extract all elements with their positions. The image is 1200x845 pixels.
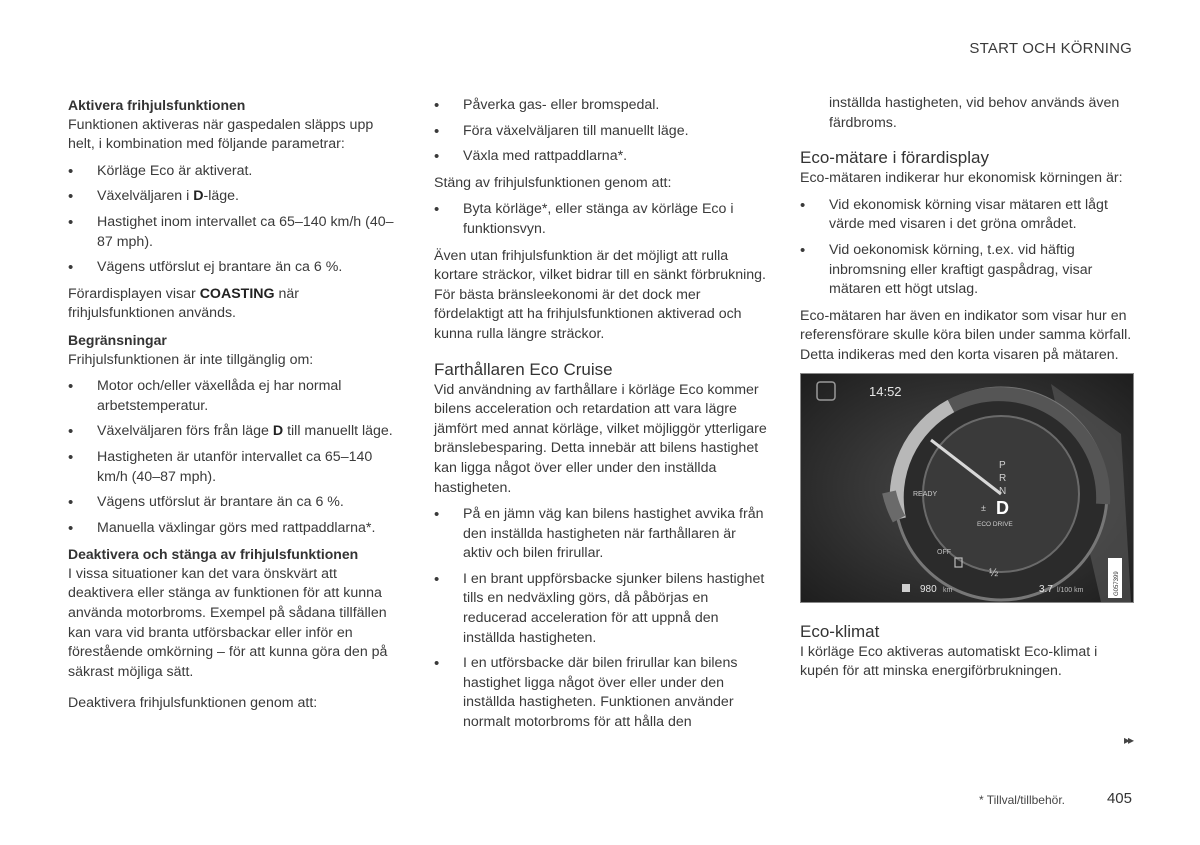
gear-n: N [999,485,1007,497]
consumption-value: 3.7 [1039,583,1053,595]
list-item: • Körläge Eco är aktiverat. [68,162,400,182]
driver-display-illustration [800,373,1134,603]
paragraph-even: Även utan frihjulsfunktion är det möjligt att rulla kortare sträckor, vilket bidrar till en sänkt förbrukning. För bästa bränsleekonomi är det dock mer fördelaktigt att ha frihjulsfunktionen aktiverad och kunna rulla längre sträckor. [434,247,766,342]
gear-p: P [999,459,1006,471]
paragraph-display: Förardisplayen visar COASTING när frihjulsfunktionen används. [68,285,300,322]
list-item: • På en jämn väg kan bilens hastighet avvika från den inställda hastigheten när farthållaren är aktiv och bilen frirullar. [434,505,768,564]
heading-eco-climate: Eco-klimat [800,621,880,641]
ready-label: READY [913,490,938,498]
list-item: • Hastigheten är utanför intervallet ca 65–140 km/h (40–87 mph). [68,448,400,487]
list-item: • Växelväljaren förs från läge D till manuellt läge. [68,422,400,442]
figure-code: G057399 [1114,570,1120,596]
section-header: START OCH KÖRNING [969,40,1132,57]
list-item: • Byta körläge*, eller stänga av körläge Eco i funktionsvyn. [434,200,768,239]
turn-off-list [434,200,768,239]
paragraph-continued: inställda hastigheten, vid behov används även färdbroms. [829,95,1120,131]
range-value: 980 [920,583,937,595]
heading-activate: Aktivera frihjulsfunktionen [68,97,246,113]
column-1 [68,96,400,721]
consumption-unit: l/100 km [1057,586,1084,594]
clock-readout: 14:52 [869,383,902,399]
list-item: • Manuella växlingar görs med rattpaddlarna*. [68,519,400,539]
paragraph-activate: Funktionen aktiveras när gaspedalen släpps upp helt, i kombination med följande parametrar: [68,116,374,153]
paragraph-eco-cruise: Vid användning av farthållare i körläge Eco kommer bilens acceleration och retardation att vara lägre jämfört med annat körläge, vilket möjliggör ytterligare bränslebesparing. Detta innebär att bilens hastighet kan ligga något över eller under den inställda hastigheten. [434,381,767,496]
paragraph-turn-off: Stäng av frihjulsfunktionen genom att: [434,174,672,191]
paragraph-eco-meter: Eco-mätaren indikerar hur ekonomisk körningen är: [800,170,1123,187]
list-item: • Motor och/eller växellåda ej har normal arbetstemperatur. [68,377,400,416]
list-item: • Påverka gas- eller bromspedal. [434,96,768,116]
list-item: • Vid ekonomisk körning visar mätaren ett lågt värde med visaren i det gröna området. [800,196,1135,235]
list-item: • I en brant uppförsbacke sjunker bilens hastighet tills en nedväxling görs, då påbörjas en reducerad acceleration för att uppnå den inställda hastigheten. [434,570,768,648]
eco-meter-list [800,196,1135,300]
column-2 [434,96,768,740]
continue-arrows-icon: ▸▸ [1123,733,1132,747]
deactivate-list [434,96,768,167]
list-item: • Växelväljaren i D-läge. [68,187,400,207]
list-item: • Vid oekonomisk körning, t.ex. vid häftig inbromsning eller kraftigt gaspådrag, visar mätaren ett högt utslag. [800,241,1135,300]
gear-plus-minus: ± [981,502,986,513]
paragraph-deactivate-how: Deaktivera frihjulsfunktionen genom att: [68,695,318,712]
eco-meter-display [801,374,1133,602]
list-item: • Hastighet inom intervallet ca 65–140 km/h (40–87 mph). [68,213,400,252]
heading-limits: Begränsningar [68,331,167,348]
list-item: • Växla med rattpaddlarna*. [434,147,768,167]
paragraph-deactivate: I vissa situationer kan det vara önskvärt att deaktivera eller stänga av funktionen för att kunna använda motorbroms. Exempel på sådana tillfällen kan vara vid branta utförsbackar eller inför en förestående omkörning – för att kunna göra den på säkrast möjliga sätt. [68,565,388,680]
eco-cruise-list [434,505,768,733]
gear-d: D [996,497,1009,518]
footnote: * Tillval/tillbehör. [978,793,1065,807]
heading-deactivate: Deaktivera och stänga av frihjulsfunktionen [68,546,359,563]
list-item: • Föra växelväljaren till manuellt läge. [434,122,768,142]
page-number: 405 [1106,790,1132,807]
range-unit: km [943,586,953,594]
heading-eco-cruise: Farthållaren Eco Cruise [434,359,613,379]
list-item: • Vägens utförslut ej brantare än ca 6 %. [68,258,400,278]
column-3 [800,96,1135,689]
heading-eco-meter: Eco-mätare i förardisplay [800,148,989,168]
gear-r: R [999,472,1007,484]
paragraph-eco-climate: I körläge Eco aktiveras automatiskt Eco-klimat i kupén för att minska energiförbrukningen. [800,643,1098,680]
paragraph-reference: Eco-mätaren har även en indikator som visar hur en referensförare skulle köra bilen under samma körfall. Detta indikeras med den korta visaren på mätaren. [800,307,1132,363]
fuel-half-label: ½ [989,566,999,579]
off-label: OFF [937,548,951,556]
range-fuel-icon [902,584,910,592]
list-item: • Vägens utförslut är brantare än ca 6 %. [68,493,400,513]
activate-conditions-list [68,162,400,278]
paragraph-limits: Frihjulsfunktionen är inte tillgänglig om: [68,351,314,368]
eco-drive-label: ECO DRIVE [977,520,1013,528]
list-item: • I en utförsbacke där bilen frirullar kan bilens hastighet ligga något över eller under den inställda hastigheten. Funktionen använder normalt motorbroms för att hålla den [434,654,768,732]
limits-list [68,377,400,538]
